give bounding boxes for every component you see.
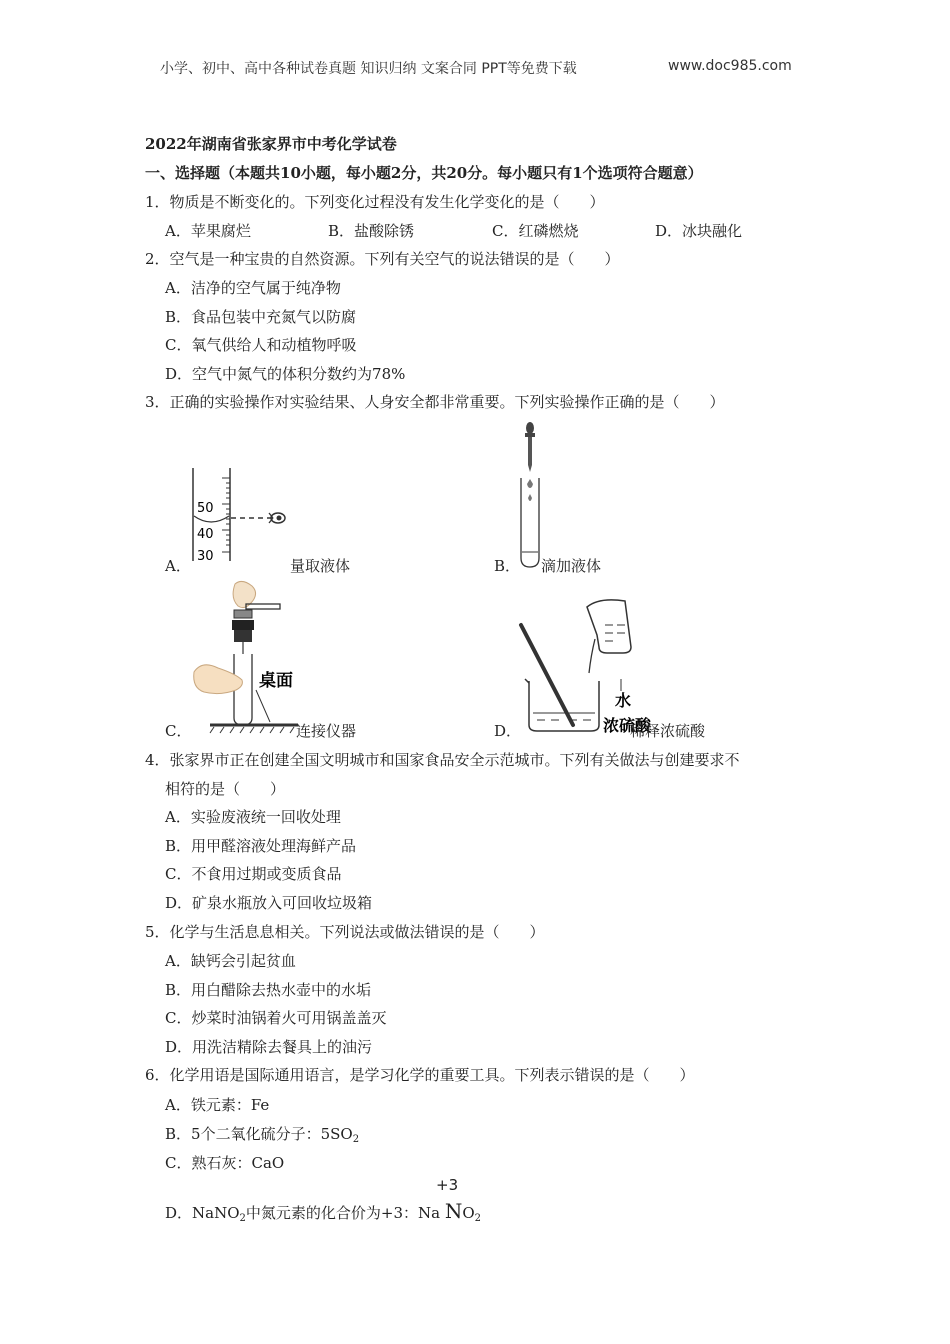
q4-stem-line2: 相符的是（ ） bbox=[165, 780, 286, 798]
q1-stem: 1．物质是不断变化的。下列变化过程没有发生化学变化的是（ ） bbox=[145, 193, 605, 211]
q6-option-d-oxygen: O bbox=[462, 1204, 475, 1222]
q4-option-d: D．矿泉水瓶放入可回收垃圾箱 bbox=[165, 894, 373, 912]
q4-option-a: A．实验废液统一回收处理 bbox=[165, 808, 341, 826]
q2-option-b: B．食品包装中充氮气以防腐 bbox=[165, 308, 357, 326]
q6-option-d-subscript: 2 bbox=[239, 1213, 246, 1224]
q3-option-a-label: 量取液体 bbox=[290, 557, 351, 575]
q3-option-b-letter: B． bbox=[494, 557, 521, 575]
q5-option-d: D．用洗洁精除去餐具上的油污 bbox=[165, 1038, 373, 1056]
q1-option-b: B．盐酸除锈 bbox=[328, 222, 415, 240]
acid-label: 浓硫酸 bbox=[603, 716, 652, 735]
q6-option-d bbox=[165, 1199, 481, 1224]
q6-option-c: C．熟石灰：CaO bbox=[165, 1154, 285, 1172]
q2-option-c: C．氧气供给人和动植物呼吸 bbox=[165, 336, 357, 354]
dilute-acid-figure bbox=[515, 595, 665, 737]
q6-option-b bbox=[165, 1123, 359, 1145]
q4-option-b: B．用甲醛溶液处理海鲜产品 bbox=[165, 837, 357, 855]
measuring-cylinder-figure bbox=[185, 466, 295, 566]
site-header-left: 小学、初中、高中各种试卷真题 知识归纳 文案合同 PPT等免费下载 bbox=[160, 61, 577, 77]
q1-option-c: C．红磷燃烧 bbox=[492, 222, 579, 240]
desk-label: 桌面 bbox=[259, 671, 293, 691]
q6-option-d-oxygen-subscript: 2 bbox=[474, 1213, 482, 1224]
section-heading: 一、选择题（本题共10小题，每小题2分，共20分。每小题只有1个选项符合题意） bbox=[145, 164, 703, 182]
cylinder-tick-40: 40 bbox=[197, 527, 214, 542]
valence-superscript: +3 bbox=[436, 1176, 459, 1194]
q3-option-a-letter: A． bbox=[165, 557, 191, 575]
q2-option-a: A．洁净的空气属于纯净物 bbox=[165, 279, 341, 297]
q2-stem: 2．空气是一种宝贵的自然资源。下列有关空气的说法错误的是（ ） bbox=[145, 250, 620, 268]
cylinder-tick-30: 30 bbox=[197, 549, 214, 564]
q4-stem-line1: 4．张家界市正在创建全国文明城市和国家食品安全示范城市。下列有关做法与创建要求不 bbox=[145, 751, 740, 769]
exam-title: 2022年湖南省张家界市中考化学试卷 bbox=[145, 135, 397, 153]
q6-option-d-nitrogen: N bbox=[444, 1199, 463, 1223]
q3-option-b-label: 滴加液体 bbox=[541, 557, 602, 575]
cylinder-tick-50: 50 bbox=[197, 501, 214, 516]
q3-option-c-letter: C． bbox=[165, 722, 192, 740]
q3-option-c-label: 连接仪器 bbox=[296, 722, 357, 740]
q6-option-d-formula: D．NaNO bbox=[165, 1204, 240, 1222]
connect-apparatus-figure bbox=[190, 576, 310, 736]
q3-option-d-letter: D． bbox=[494, 722, 522, 740]
q5-option-c: C．炒菜时油锅着火可用锅盖盖灭 bbox=[165, 1009, 387, 1027]
q4-option-c: C．不食用过期或变质食品 bbox=[165, 865, 342, 883]
water-label: 水 bbox=[615, 691, 632, 710]
q3-option-d-label: 稀释浓硫酸 bbox=[630, 722, 706, 740]
q1-option-a: A．苹果腐烂 bbox=[165, 222, 251, 240]
q6-option-d-text: 中氮元素的化合价为+3：Na bbox=[245, 1204, 445, 1222]
q6-option-a: A．铁元素：Fe bbox=[165, 1096, 270, 1114]
q6-option-b-subscript: 2 bbox=[352, 1134, 360, 1145]
site-header-url[interactable]: www.doc985.com bbox=[668, 58, 792, 74]
q2-option-d: D．空气中氮气的体积分数约为78% bbox=[165, 365, 406, 383]
q5-stem: 5．化学与生活息息相关。下列说法或做法错误的是（ ） bbox=[145, 923, 545, 941]
q5-option-b: B．用白醋除去热水壶中的水垢 bbox=[165, 981, 372, 999]
q6-option-b-text: B．5个二氧化硫分子：5SO bbox=[165, 1125, 353, 1143]
q5-option-a: A．缺钙会引起贫血 bbox=[165, 952, 296, 970]
q6-stem: 6．化学用语是国际通用语言，是学习化学的重要工具。下列表示错误的是（ ） bbox=[145, 1066, 695, 1084]
q1-option-d: D．冰块融化 bbox=[655, 222, 743, 240]
dropper-test-tube-figure bbox=[510, 418, 550, 570]
q3-stem: 3．正确的实验操作对实验结果、人身安全都非常重要。下列实验操作正确的是（ ） bbox=[145, 393, 725, 411]
